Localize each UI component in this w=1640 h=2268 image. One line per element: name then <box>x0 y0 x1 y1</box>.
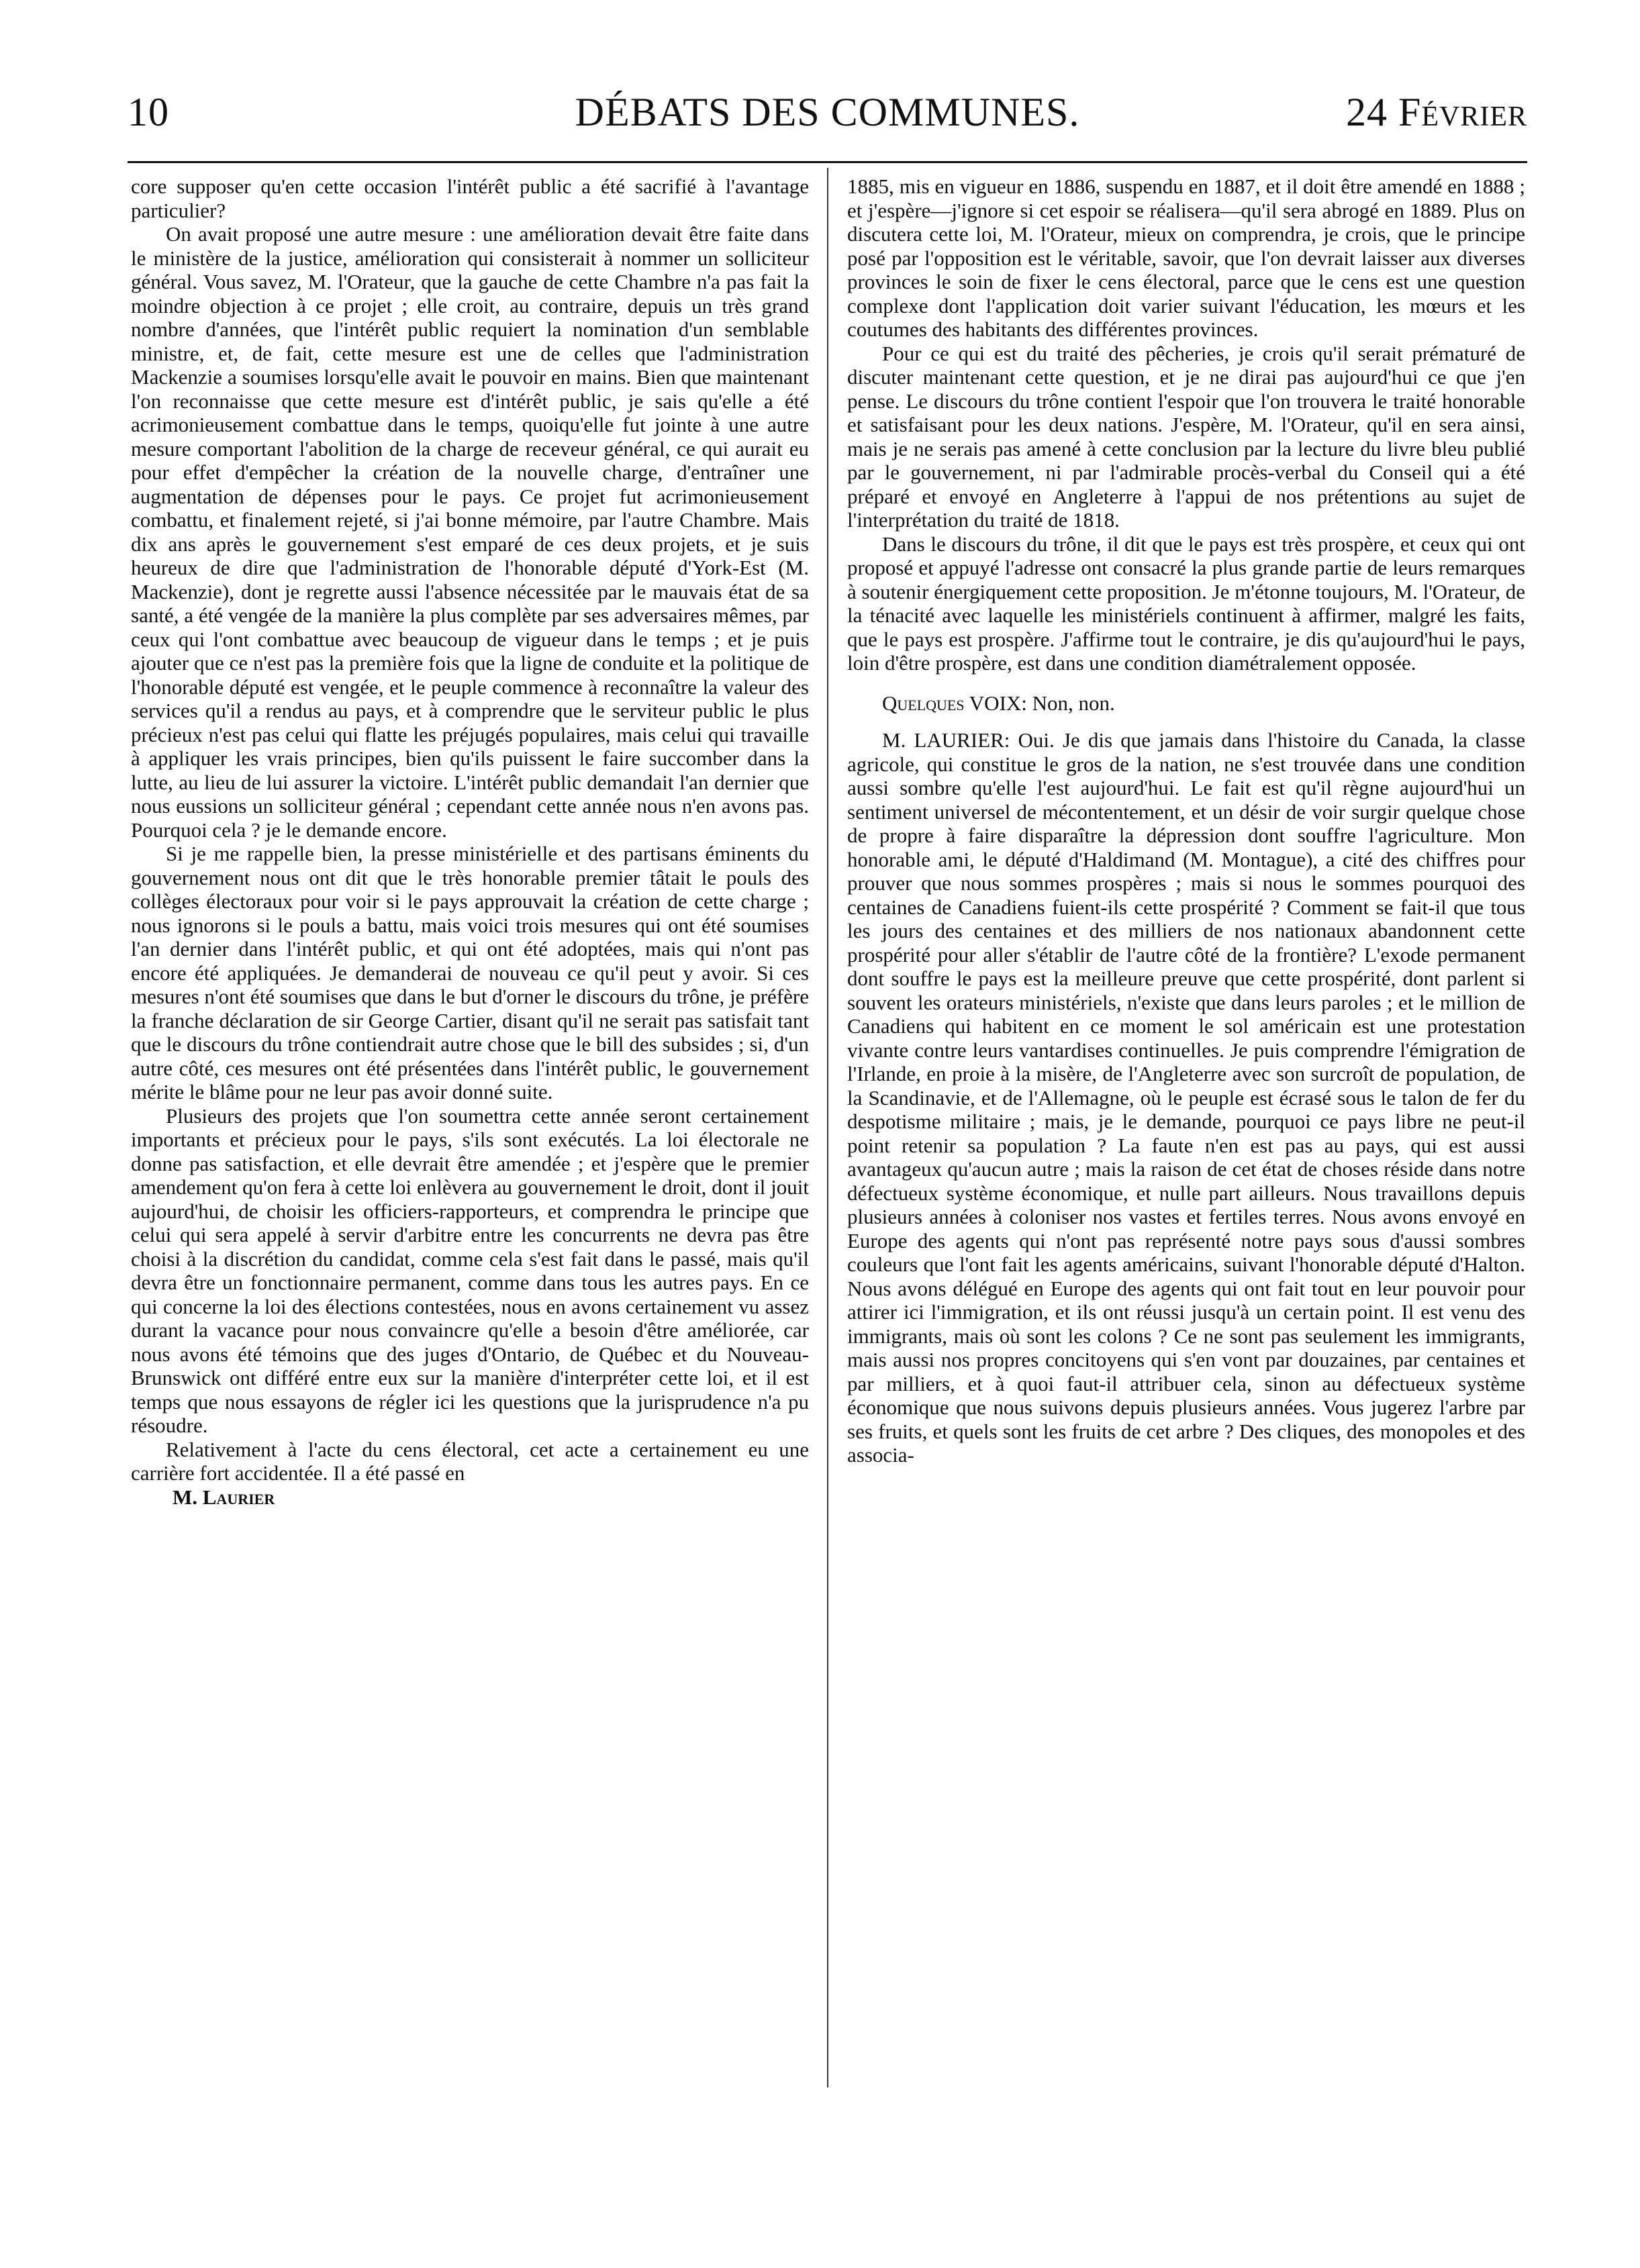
speech-text: Non, non. <box>1026 691 1115 715</box>
paragraph: Dans le discours du trône, il dit que le pays est très prospère, et ceux qui ont proposé et appuyé l'adresse ont consacré la plus grande partie de leurs remarques à soutenir énergiquement cette proposition. Je m'étonne toujours, M. l'Orateur, de la ténacité avec laquelle les ministériels continuent à affirmer, malgré les faits, que le pays est prospère. J'affirme tout le contraire, je dis qu'aujourd'hui le pays, loin d'être prospère, est dans une condition diamétralement opposée. <box>847 532 1525 675</box>
paragraph: 1885, mis en vigueur en 1886, suspendu en 1887, et il doit être amendé en 1888 ; et j'espère—j'ignore si cet espoir se réalisera—qu'il sera abrogé en 1889. Plus on discutera cette loi, M. l'Orateur, mieux on comprendra, je crois, que le principe posé par l'opposition est le véritable, savoir, que l'on devrait laisser aux diverses provinces le soin de fixer le cens électoral, parce que le cens est une question complexe dont l'application doit varier suivant l'éducation, les mœurs et les coutumes des habitants des différentes provinces. <box>847 175 1525 341</box>
paragraph: Relativement à l'acte du cens électoral, cet acte a certainement eu une carrière fort accidentée. Il a été passé en <box>131 1437 809 1485</box>
paragraph: Plusieurs des projets que l'on soumettra cette année seront certainement importants et précieux pour le pays, s'ils sont exécutés. La loi électorale ne donne pas satisfaction, et elle devrait être amendée ; et j'espère que le premier amendement qu'on fera à cette loi enlèvera au gouvernement le droit, dont il jouit aujourd'hui, de choisir les officiers-rapporteurs, et comprendra le principe que celui qui sera appelé à servir d'arbitre entre les concurrents ne devra pas être choisi à la discrétion du candidat, comme cela s'est fait dans le passé, mais qu'il devra être un fonctionnaire permanent, comme dans tous les autres pays. En ce qui concerne la loi des élections contestées, nous en avons certainement vu assez durant la vacance pour nous convaincre qu'elle a besoin d'être améliorée, car nous avons été témoins que des juges d'Ontario, de Québec et du Nouveau-Brunswick ont différé entre eux sur la manière d'interpréter cette loi, et il est temps que nous essayons de régler ici les questions que la jurisprudence n'a pu résoudre. <box>131 1103 809 1437</box>
speech <box>847 728 1525 1467</box>
speech-text: Oui. Je dis que jamais dans l'histoire du Canada, la classe agricole, qui constitue le gros de la nation, ne s'est trouvée dans une condition aussi sombre qu'elle l'est aujourd'hui. Le fait est qu'il règne aujourd'hui un sentiment universel de mécontentement, et un désir de voir surgir quelque chose de propre à faire disparaître la dépression dont souffre l'agriculture. Mon honorable ami, le député d'Haldimand (M. Montague), a cité des chiffres pour prouver que nous sommes prospères ; mais si nous le sommes pourquoi des centaines de Canadiens fuient-ils cette prospérité ? Comment se fait-il que tous les jours des centaines et des milliers de nos nationaux abandonnent cette prospérité pour aller s'établir de l'autre côté de la frontière? L'exode permanent dont souffre le pays est la meilleure preuve que cette prospérité, dont parlent si souvent les orateurs ministériels, n'existe que dans leurs paroles ; et le million de Canadiens qui habitent en ce moment le sol américain est une protestation vivante contre leurs vantardises continuelles. Je puis comprendre l'émigration de l'Irlande, en proie à la misère, de l'Angleterre avec son surcroît de population, de la Scandinavie, et de l'Allemagne, où le peuple est écrasé sous le talon de fer du despotisme militaire ; mais, je le demande, pourquoi ce pays libre ne peut-il point retenir sa population ? La faute n'en est pas au pays, qui est aussi avantageux qu'aucun autre ; mais la raison de cet état de choses réside dans notre défectueux système économique, et nulle part ailleurs. Nous travaillons depuis plusieurs années à coloniser nos vastes et fertiles terres. Nous avons envoyé en Europe des agents qui n'ont pas représenté notre pays sous d'aussi sombres couleurs que l'ont fait les agents américains, suivant l'honorable député d'Halton. Nous avons délégué en Europe des agents qui ont fait tout en leur pouvoir pour attirer ici l'immigration, et ils ont réussi jusqu'à un certain point. Il est venu des immigrants, mais où sont les colons ? Ce ne sont pas seulement les immigrants, mais aussi nos propres concitoyens qui s'en vont par douzaines, par centaines et par milliers, et à quoi faut-il attribuer cela, sinon au défectueux système économique que nous suivons depuis plusieurs années. Vous jugerez l'arbre par ses fruits, et quels sont les fruits de cet arbre ? Des cliques, des monopoles et des associa- <box>847 728 1525 1467</box>
page-header <box>128 89 1527 146</box>
column-divider <box>827 168 828 2087</box>
header-date: 24 Février <box>1345 90 1527 134</box>
running-title: DÉBATS DES COMMUNES. <box>575 90 1080 134</box>
left-column <box>131 175 809 2155</box>
speaker-name: M. LAURIER: <box>882 728 1010 752</box>
right-column <box>847 175 1525 2155</box>
interjection <box>847 691 1525 716</box>
header-rule <box>128 161 1527 163</box>
paragraph: Pour ce qui est du traité des pêcheries, je crois qu'il serait prématuré de discuter maintenant cette question, et je ne dirai pas aujourd'hui ce que j'en pense. Le discours du trône contient l'espoir que l'on trouvera le traité honorable et satisfaisant pour les deux nations. J'espère, M. l'Orateur, qu'il en sera ainsi, mais je ne serais pas amené à cette conclusion par la lecture du livre bleu publié par le gouvernement, ni par l'admirable procès-verbal du Conseil qui a été préparé et envoyé en Angleterre à l'appui de nos prétentions au sujet de l'interprétation du traité de 1818. <box>847 341 1525 532</box>
paragraph: On avait proposé une autre mesure : une amélioration devait être faite dans le ministère de la justice, amélioration qui consisterait à nommer un solliciteur général. Vous savez, M. l'Orateur, que la gauche de cette Chambre n'a pas fait la moindre objection à ce projet ; elle croit, au contraire, depuis un très grand nombre d'années, que l'intérêt public requiert la nomination d'un semblable ministre, et, de fait, cette mesure est une de celles que l'administration Mackenzie a soumises lorsqu'elle avait le pouvoir en mains. Bien que maintenant l'on reconnaisse que cette mesure est d'intérêt public, je sais qu'elle a été acrimonieusement combattue dans le temps, quoiqu'elle fut jointe à une autre mesure comportant l'abolition de la charge de receveur général, ce qui aurait eu pour effet d'empêcher la création de la nouvelle charge, d'entraîner une augmentation de dépenses pour le pays. Ce projet fut acrimonieusement combattu, et finalement rejeté, si j'ai bonne mémoire, par l'autre Chambre. Mais dix ans après le gouvernement s'est emparé de ces deux projets, et je suis heureux de dire que l'administration de l'honorable député d'York-Est (M. Mackenzie), dont je regrette aussi l'absence nécessitée par le mauvais état de sa santé, a été vengée de la manière la plus complète par ses adversaires mêmes, par ceux qui l'ont combattue avec beaucoup de vigueur dans le temps ; et je puis ajouter que ce n'est pas la première fois que la ligne de conduite et la politique de l'honorable député est vengée, et le peuple commence à reconnaître la valeur des services qu'il a rendus au pays, et à comprendre que le serviteur public le plus précieux n'est pas celui qui flatte les préjugés populaires, mais celui qui travaille à appliquer les vrais principes, bien qu'ils puissent le faire succomber dans la lutte, au lieu de lui assurer la victoire. L'intérêt public demandait l'an dernier que nous eussions un solliciteur général ; cependant cette année nous n'en avons pas. Pourquoi cela ? je le demande encore. <box>131 222 809 842</box>
paragraph: core supposer qu'en cette occasion l'intérêt public a été sacrifié à l'avantage particulier? <box>131 175 809 222</box>
page-signature: M. Laurier <box>173 1485 275 1509</box>
speaker-name: Quelques VOIX: <box>882 691 1027 715</box>
paragraph: Si je me rappelle bien, la presse ministérielle et des partisans éminents du gouvernement nous ont dit que le très honorable premier tâtait le pouls des collèges électoraux pour voir si le pays approuvait la création de cette charge ; nous ignorons si le pouls a battu, mais voici trois mesures qui ont été soumises l'an dernier dans l'intérêt public, et qui ont été adoptées, mais qui n'ont pas encore été appliquées. Je demanderai de nouveau ce qu'il peut y avoir. Si ces mesures n'ont été soumises que dans le but d'orner le discours du trône, je préfère la franche déclaration de sir George Cartier, disant qu'il ne serait pas satisfait tant que le discours du trône contiendrait autre chose que le bill des subsides ; si, d'un autre côté, ces mesures ont été présentées dans l'intérêt public, le gouvernement mérite le blâme pour ne leur pas avoir donné suite. <box>131 842 809 1103</box>
page-number: 10 <box>128 90 169 134</box>
